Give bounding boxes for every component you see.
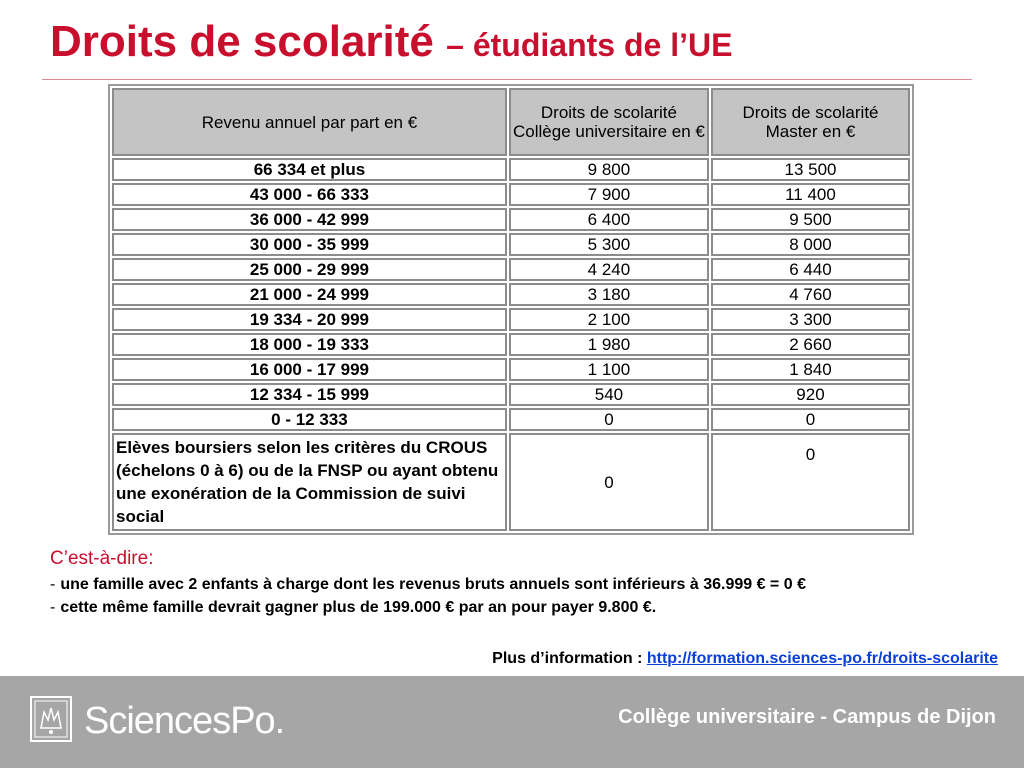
income-bracket: 36 000 - 42 999	[112, 208, 507, 231]
college-fee: 6 400	[509, 208, 709, 231]
title-main: Droits de scolarité	[50, 17, 434, 66]
table-header-row	[112, 88, 910, 156]
college-fee: 3 180	[509, 283, 709, 306]
table-row	[112, 383, 910, 406]
note-item	[50, 596, 1010, 619]
master-fee: 8 000	[711, 233, 910, 256]
table-row	[112, 158, 910, 181]
note-item	[50, 573, 1010, 596]
income-bracket: 16 000 - 17 999	[112, 358, 507, 381]
header-master: Droits de scolarité Master en €	[711, 88, 910, 156]
college-fee: 540	[509, 383, 709, 406]
income-bracket: 0 - 12 333	[112, 408, 507, 431]
tuition-fees-table	[108, 84, 914, 535]
master-fee: 1 840	[711, 358, 910, 381]
more-info	[492, 650, 998, 668]
college-fee: 1 980	[509, 333, 709, 356]
master-fee: 4 760	[711, 283, 910, 306]
sciencespo-logo: SciencesPo.	[84, 700, 285, 742]
table-row	[112, 308, 910, 331]
master-fee: 2 660	[711, 333, 910, 356]
table-row	[112, 283, 910, 306]
footer-bar	[0, 676, 1024, 768]
crest-icon	[30, 696, 72, 742]
notes-section	[50, 548, 1010, 619]
college-fee: 7 900	[509, 183, 709, 206]
title-divider	[42, 79, 972, 80]
table-row-scholarship	[112, 433, 910, 531]
more-info-link[interactable]: http://formation.sciences-po.fr/droits-scolarite	[646, 650, 998, 667]
more-info-label: Plus d’information :	[492, 650, 643, 667]
college-fee: 0	[509, 408, 709, 431]
master-fee: 3 300	[711, 308, 910, 331]
bullet-dash: -	[50, 576, 56, 593]
bullet-dash: -	[50, 599, 56, 616]
income-bracket: 18 000 - 19 333	[112, 333, 507, 356]
college-fee: 5 300	[509, 233, 709, 256]
college-fee: 2 100	[509, 308, 709, 331]
table-row	[112, 183, 910, 206]
income-bracket: 12 334 - 15 999	[112, 383, 507, 406]
table-row	[112, 208, 910, 231]
income-bracket: 21 000 - 24 999	[112, 283, 507, 306]
income-bracket: 43 000 - 66 333	[112, 183, 507, 206]
income-bracket: 66 334 et plus	[112, 158, 507, 181]
header-income: Revenu annuel par part en €	[112, 88, 507, 156]
campus-label: Collège universitaire - Campus de Dijon	[618, 706, 996, 728]
master-fee: 9 500	[711, 208, 910, 231]
notes-heading: C’est-à-dire:	[50, 548, 154, 569]
table-row	[112, 408, 910, 431]
college-fee: 4 240	[509, 258, 709, 281]
master-fee: 0	[711, 433, 910, 531]
income-bracket: 25 000 - 29 999	[112, 258, 507, 281]
income-bracket: 19 334 - 20 999	[112, 308, 507, 331]
table-row	[112, 258, 910, 281]
note-text: cette même famille devrait gagner plus de 199.000 € par an pour payer 9.800 €.	[60, 599, 657, 616]
table-row	[112, 358, 910, 381]
master-fee: 920	[711, 383, 910, 406]
table-row	[112, 333, 910, 356]
master-fee: 13 500	[711, 158, 910, 181]
scholarship-criteria: Elèves boursiers selon les critères du CROUS (échelons 0 à 6) ou de la FNSP ou ayant obtenu une exonération de la Commission de suivi social	[112, 433, 507, 531]
master-fee: 6 440	[711, 258, 910, 281]
table-row	[112, 233, 910, 256]
master-fee: 11 400	[711, 183, 910, 206]
college-fee: 1 100	[509, 358, 709, 381]
master-fee: 0	[711, 408, 910, 431]
header-college: Droits de scolarité Collège universitaire en €	[509, 88, 709, 156]
college-fee: 0	[509, 433, 709, 531]
income-bracket: 30 000 - 35 999	[112, 233, 507, 256]
title-subtitle: – étudiants de l’UE	[446, 27, 733, 63]
note-text: une famille avec 2 enfants à charge dont les revenus bruts annuels sont inférieurs à 36.999 € = 0 €	[60, 576, 806, 593]
page-title	[50, 14, 732, 73]
college-fee: 9 800	[509, 158, 709, 181]
